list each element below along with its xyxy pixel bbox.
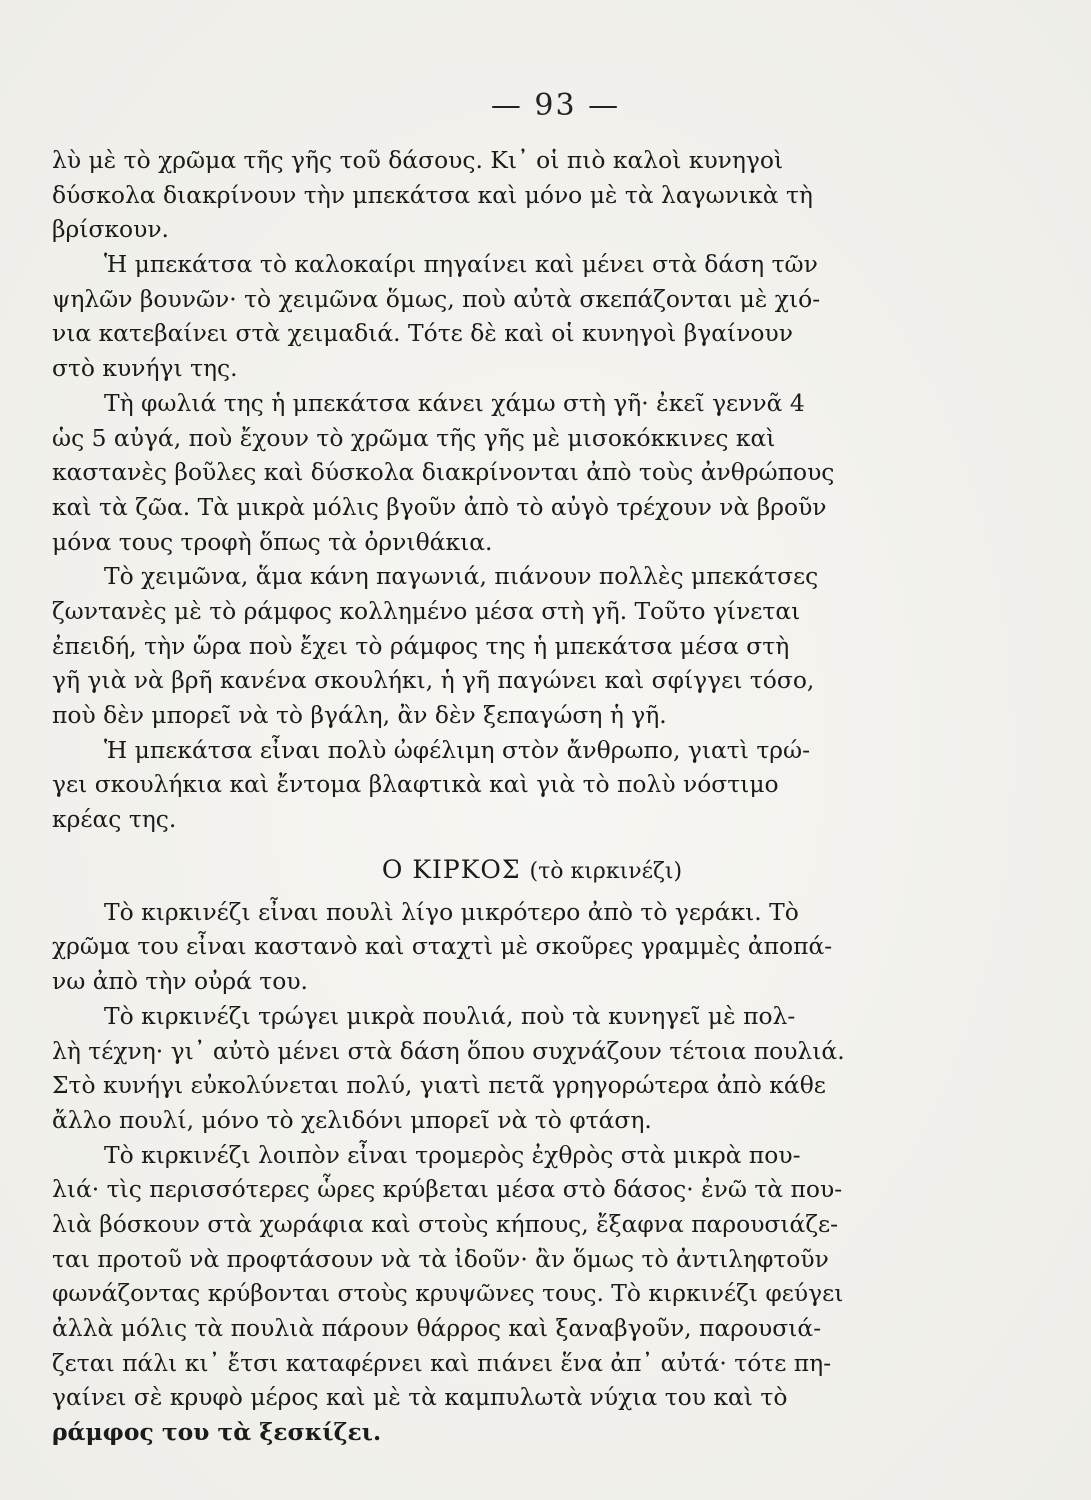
text-line: γαίνει σὲ κρυφὸ μέρος καὶ μὲ τὰ καμπυλωτὰ νύχια του καὶ τὸ — [52, 1383, 788, 1412]
section-title: Ο ΚΙΡΚΟΣ — [381, 854, 521, 884]
text-line: γει σκουλήκια καὶ ἔντομα βλαφτικὰ καὶ γιὰ τὸ πολὺ νόστιμο — [52, 770, 779, 799]
page-number: — 93 — — [490, 88, 621, 123]
paragraph-continuation — [52, 143, 952, 247]
text-line: δύσκολα διακρίνουν τὴν μπεκάτσα καὶ μόνο μὲ τὰ λαγωνικὰ τὴ — [52, 180, 813, 209]
text-line: στὸ κυνήγι της. — [52, 354, 238, 383]
text-line: Στὸ κυνήγι εὐκολύνεται πολύ, γιατὶ πετᾶ γρηγορώτερα ἀπὸ κάθε — [52, 1071, 826, 1100]
text-line: Τὴ φωλιά της ἡ μπεκάτσα κάνει χάμω στὴ γῆ· ἐκεῖ γεννᾶ 4 — [104, 388, 805, 417]
text-line: ζεται πάλι κι᾿ ἔτσι καταφέρνει καὶ πιάνει ἕνα ἀπ᾿ αὐτά· τότε πη- — [52, 1348, 832, 1377]
text-line: Τὸ χειμῶνα, ἅμα κάνη παγωνιά, πιάνουν πολλὲς μπεκάτσες — [104, 562, 819, 591]
text-line: χρῶμα του εἶναι καστανὸ καὶ σταχτὶ μὲ σκοῦρες γραμμὲς ἀποπά- — [52, 932, 833, 961]
text-line: Ἡ μπεκάτσα εἶναι πολὺ ὠφέλιμη στὸν ἄνθρωπο, γιατὶ τρώ- — [104, 735, 811, 764]
text-line: κρέας της. — [52, 805, 177, 834]
text-line: ται προτοῦ νὰ προφτάσουν νὰ τὰ ἰδοῦν· ἂν ὅμως τὸ ἀντιληφτοῦν — [52, 1244, 829, 1273]
paragraph-kirkos-enemy — [52, 1138, 952, 1450]
text-line: Τὸ κιρκινέζι λοιπὸν εἶναι τρομερὸς ἐχθρὸς στὰ μικρὰ που- — [104, 1140, 801, 1169]
text-line: μόνα τους τροφὴ ὅπως τὰ ὀρνιθάκια. — [52, 527, 493, 556]
text-line: ψηλῶν βουνῶν· τὸ χειμῶνα ὅμως, ποὺ αὐτὰ σκεπάζονται μὲ χιό- — [52, 284, 821, 313]
paragraph-useful — [52, 733, 952, 837]
text-line: ζωντανὲς μὲ τὸ ράμφος κολλημένο μέσα στὴ γῆ. Τοῦτο γίνεται — [52, 596, 801, 625]
text-line: νω ἀπὸ τὴν οὐρά του. — [52, 967, 308, 996]
paragraphs-after — [52, 895, 952, 1450]
paragraph-summer-winter — [52, 247, 952, 386]
text-line: Ἡ μπεκάτσα τὸ καλοκαίρι πηγαίνει καὶ μένει στὰ δάση τῶν — [104, 250, 818, 279]
paragraph-nest — [52, 386, 952, 559]
text-line: νια κατεβαίνει στὰ χειμαδιά. Τότε δὲ καὶ οἱ κυνηγοὶ βγαίνουν — [52, 319, 793, 348]
section-heading — [52, 847, 952, 893]
text-line: φωνάζοντας κρύβονται στοὺς κρυψῶνες τους. Τὸ κιρκινέζι φεύγει — [52, 1279, 844, 1308]
text-line: λιὰ βόσκουν στὰ χωράφια καὶ στοὺς κήπους, ἔξαφνα παρουσιάζε- — [52, 1209, 839, 1238]
text-line: βρίσκουν. — [52, 215, 169, 244]
paragraph-winter-frost — [52, 559, 952, 732]
text-line: Τὸ κιρκινέζι τρώγει μικρὰ πουλιά, ποὺ τὰ κυνηγεῖ μὲ πολ- — [104, 1001, 796, 1030]
text-line: ποὺ δὲν μπορεῖ νὰ τὸ βγάλη, ἂν δὲν ξεπαγώση ἡ γῆ. — [52, 701, 667, 729]
paragraph-kirkos-food — [52, 999, 952, 1138]
text-line: ἐπειδή, τὴν ὥρα ποὺ ἔχει τὸ ράμφος της ἡ μπεκάτσα μέσα στὴ — [52, 631, 790, 660]
text-line: λὴ τέχνη· γι᾿ αὐτὸ μένει στὰ δάση ὅπου συχνάζουν τέτοια πουλιά. — [52, 1036, 845, 1065]
text-line: γῆ γιὰ νὰ βρῆ κανένα σκουλήκι, ἡ γῆ παγώνει καὶ σφίγγει τόσο, — [52, 666, 815, 695]
text-line: λιά· τὶς περισσότερες ὧρες κρύβεται μέσα στὸ δάσος· ἐνῶ τὰ που- — [52, 1175, 843, 1204]
text-line: λὺ μὲ τὸ χρῶμα τῆς γῆς τοῦ δάσους. Κι᾿ οἱ πιὸ καλοὶ κυνηγοὶ — [52, 146, 784, 174]
paragraph-kirkos-description — [52, 895, 952, 999]
text-line: ἀλλὰ μόλις τὰ πουλιὰ πάρουν θάρρος καὶ ξαναβγοῦν, παρουσιά- — [52, 1314, 822, 1342]
page-text — [52, 143, 952, 1450]
text-line: ράμφος του τὰ ξεσκίζει. — [52, 1418, 382, 1447]
text-line: καστανὲς βοῦλες καὶ δύσκολα διακρίνονται ἀπὸ τοὺς ἀνθρώπους — [52, 458, 835, 487]
text-line: ἄλλο πουλί, μόνο τὸ χελιδόνι μπορεῖ νὰ τὸ φτάση. — [52, 1105, 652, 1134]
text-line: καὶ τὰ ζῶα. Τὰ μικρὰ μόλις βγοῦν ἀπὸ τὸ αὐγὸ τρέχουν νὰ βροῦν — [52, 492, 827, 521]
paragraphs-before — [52, 143, 952, 837]
section-subtitle: (τὸ κιρκινέζι) — [529, 858, 683, 884]
text-line: Τὸ κιρκινέζι εἶναι πουλὶ λίγο μικρότερο ἀπὸ τὸ γεράκι. Τὸ — [104, 897, 799, 926]
text-line: ὡς 5 αὐγά, ποὺ ἔχουν τὸ χρῶμα τῆς γῆς μὲ μισοκόκκινες καὶ — [52, 423, 776, 452]
